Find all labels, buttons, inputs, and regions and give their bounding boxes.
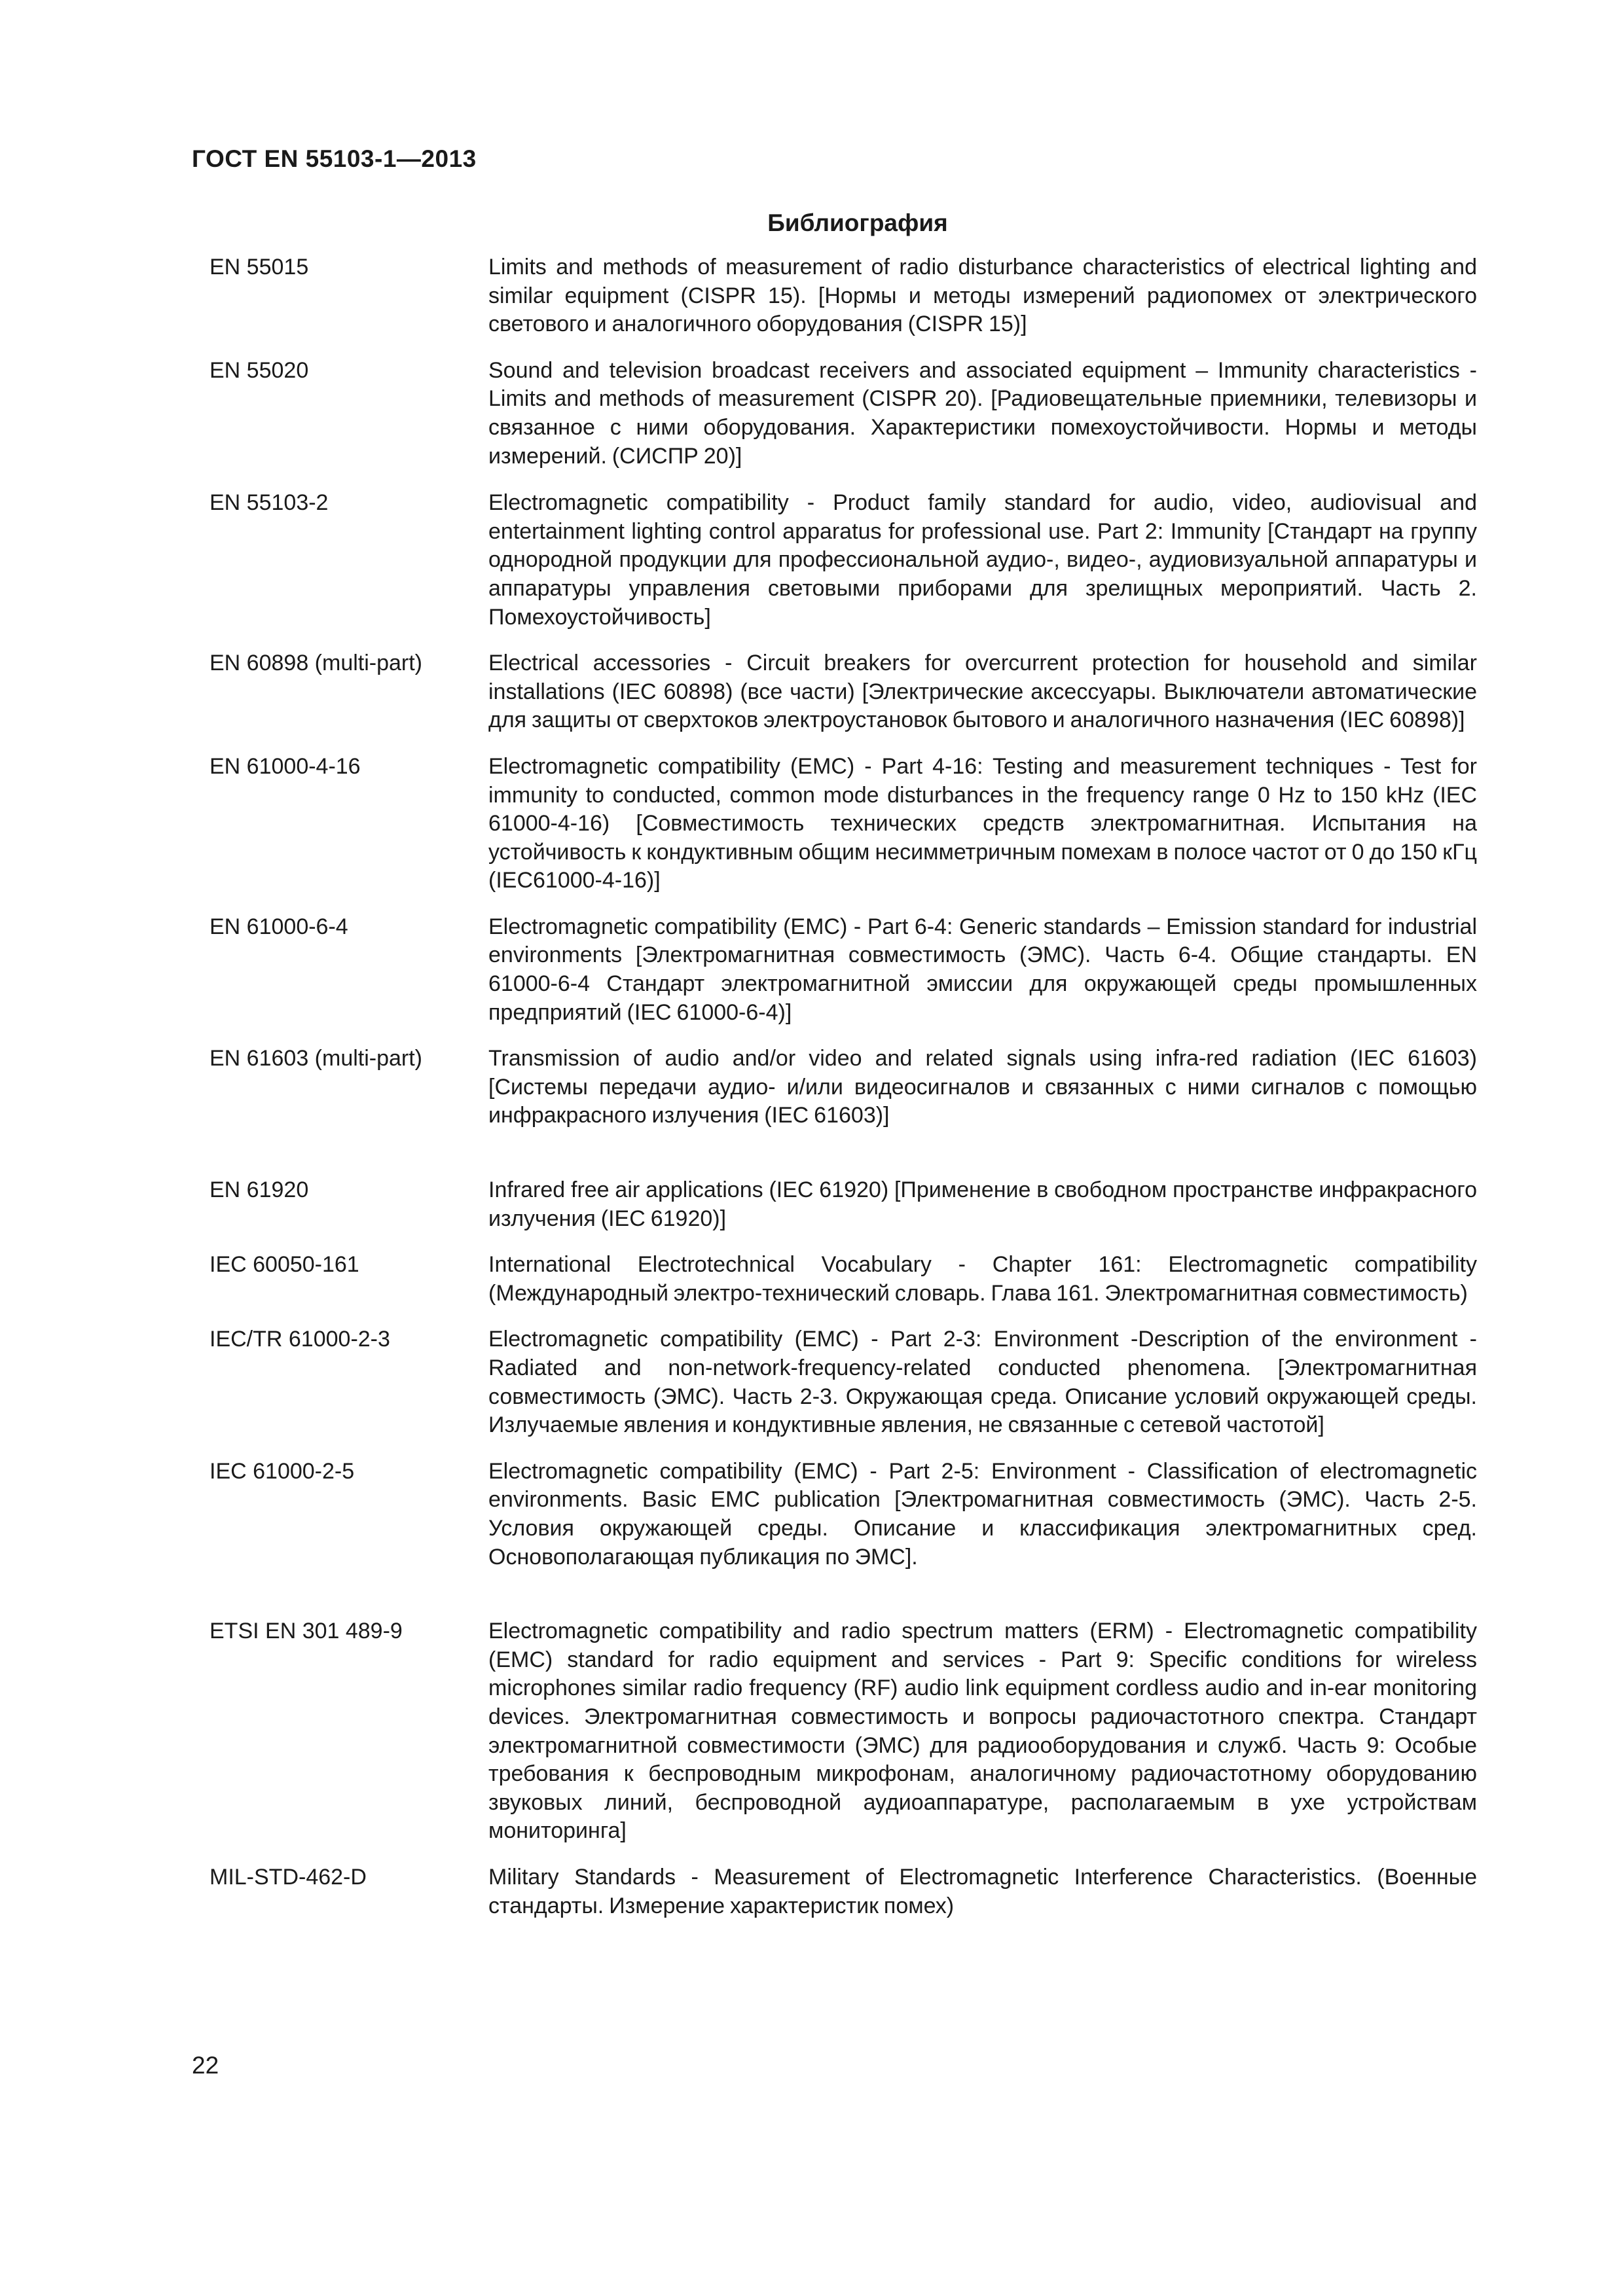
entry-reference: EN 60898 (multi-part) xyxy=(210,651,423,676)
entry-description: Limits and methods of measurement of radio disturbance characteristics of electrical lighting and similar equipment (CISPR 15). [Нормы и методы измерений радиопомех от электрического светового и аналогичного оборудования (CISPR 15)] xyxy=(488,255,1477,337)
bibliography-entry xyxy=(210,1863,1477,1920)
entry-reference: IEC 61000-2-5 xyxy=(210,1458,355,1484)
entry-description: Electromagnetic compatibility (EMC) - Part 4-16: Testing and measurement techniques - Test for immunity to conducted, common mode disturbances in the frequency range 0 Hz to 150 kHz (IEC 61000-4-16) [Совместимость технических средств электромагнитная. Испытания на устойчивость к кондуктивным общим несимметричным помехам в полосе частот от 0 до 150 кГц (IEC61000-4-16)] xyxy=(488,753,1477,893)
entry-reference: EN 61000-4-16 xyxy=(210,753,361,779)
bibliography-entry xyxy=(210,1458,1477,1571)
entry-reference: EN 61920 xyxy=(210,1177,309,1203)
bibliography-entry xyxy=(210,913,1477,1027)
entry-description: Electromagnetic compatibility (EMC) - Part 2-5: Environment - Classification of electromagnetic environments. Basic EMC publication [Электромагнитная совместимость (ЭМС). Часть 2-5. Условия окружающей среды. Описание и классификация электромагнитных сред. Основополагающая публикация по ЭМС]. xyxy=(488,1458,1477,1570)
entry-reference: EN 55103-2 xyxy=(210,490,329,516)
bibliography-entry xyxy=(210,489,1477,632)
entry-reference: IEC 60050-161 xyxy=(210,1252,359,1278)
entry-description: Infrared free air applications (IEC 61920) [Применение в свободном пространстве инфракрасного излучения (IEC 61920)] xyxy=(488,1177,1477,1231)
bibliography-entry xyxy=(210,1617,1477,1846)
bibliography-list xyxy=(210,253,1477,1920)
entry-reference: ETSI EN 301 489-9 xyxy=(210,1619,403,1644)
entry-description: Electromagnetic compatibility and radio spectrum matters (ERM) - Electromagnetic compatibility (EMC) standard for radio equipment and services - Part 9: Specific conditions for wireless microphones similar radio frequency (RF) audio link equipment cordless audio and in-ear monitoring devices. Электромагнитная совместимость и вопросы радиочастотного спектра. Стандарт электромагнитной совместимости (ЭМС) для радиооборудования и служб. Часть 9: Особые требования к беспроводным микрофонам, аналогичному радиочастотному оборудованию звуковых линий, беспроводной аудиоаппаратуре, располагаемым в ухе устройствам мониторинга] xyxy=(488,1619,1477,1844)
bibliography-entry xyxy=(210,1251,1477,1308)
entry-reference: EN 61000-6-4 xyxy=(210,914,348,939)
entry-reference: EN 55020 xyxy=(210,357,309,383)
bibliography-entry xyxy=(210,1176,1477,1233)
entry-description: Electrical accessories - Circuit breakers for overcurrent protection for household and similar installations (IEC 60898) (все части) [Электрические аксессуары. Выключатели автоматические для защиты от сверхтоков электроустановок бытового и аналогичного назначения (IEC 60898)] xyxy=(488,651,1477,733)
bibliography-entry xyxy=(210,1325,1477,1439)
entry-reference: MIL-STD-462-D xyxy=(210,1864,367,1890)
bibliography-entry xyxy=(210,357,1477,471)
bibliography-entry xyxy=(210,753,1477,895)
bibliography-entry xyxy=(210,253,1477,339)
page-number: 22 xyxy=(192,2052,219,2079)
entry-reference: EN 61603 (multi-part) xyxy=(210,1046,423,1071)
bibliography-entry xyxy=(210,1045,1477,1130)
entry-description: Military Standards - Measurement of Electromagnetic Interference Characteristics. (Военные стандарты. Измерение характеристик помех) xyxy=(488,1864,1477,1918)
document-code: ГОСТ EN 55103-1—2013 xyxy=(192,145,477,172)
entry-description: Electromagnetic compatibility (EMC) - Part 2-3: Environment -Description of the environment - Radiated and non-network-frequency-related conducted phenomena. [Электромагнитная совместимость (ЭМС). Часть 2-3. Окружающая среда. Описание условий окружающей среды. Излучаемые явления и кондуктивные явления, не связанные с сетевой частотой] xyxy=(488,1327,1477,1438)
entry-description: Electromagnetic compatibility - Product family standard for audio, video, audiovisual and entertainment lighting control apparatus for professional use. Part 2: Immunity [Стандарт на группу однородной продукции для профессиональной аудио-, видео-, аудиовизуальной аппаратуры и аппаратуры управления световыми приборами для зрелищных мероприятий. Часть 2. Помехоустойчивость] xyxy=(488,490,1477,630)
bibliography-entry xyxy=(210,649,1477,735)
entry-reference: EN 55015 xyxy=(210,255,309,279)
entry-description: Electromagnetic compatibility (EMC) - Part 6-4: Generic standards – Emission standard for industrial environments [Электромагнитная совместимость (ЭМС). Часть 6-4. Общие стандарты. EN 61000-6-4 Стандарт электромагнитной эмиссии для окружающей среды промышленных предприятий (IEC 61000-6-4)] xyxy=(488,914,1477,1025)
entry-description: International Electrotechnical Vocabulary - Chapter 161: Electromagnetic compatibility (Международный электро-технический словарь. Глава 161. Электромагнитная совместимость) xyxy=(488,1252,1477,1306)
entry-description: Transmission of audio and/or video and related signals using infra-red radiation (IEC 61603) [Системы передачи аудио- и/или видеосигналов и связанных с ними сигналов с помощью инфракрасного излучения (IEC 61603)] xyxy=(488,1046,1477,1128)
bibliography-title: Библиография xyxy=(767,209,948,236)
entry-reference: IEC/TR 61000-2-3 xyxy=(210,1327,390,1352)
entry-description: Sound and television broadcast receivers and associated equipment – Immunity characteristics - Limits and methods of measurement (CISPR 20). [Радиовещательные приемники, телевизоры и связанное с ними оборудования. Характеристики помехоустойчивости. Нормы и методы измерений. (СИСПР 20)] xyxy=(488,357,1477,469)
